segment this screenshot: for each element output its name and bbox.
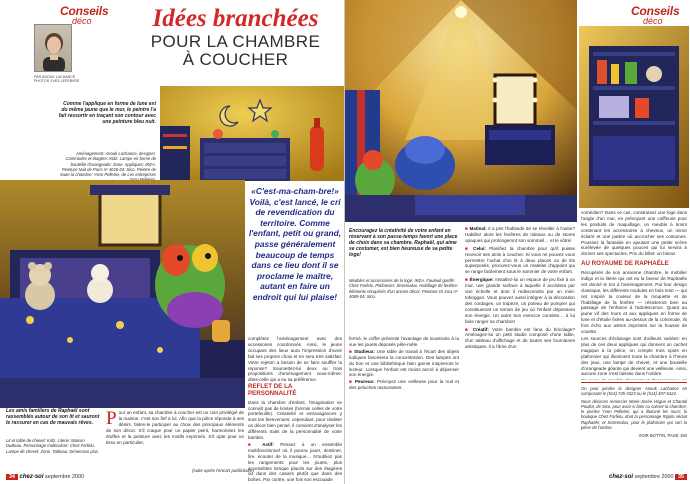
credits-tent: Meubles et accessoires de la loge: IKEA. Fauteuil gonflé: Chez Farfelu. Plafonnier: Sistemalux. Habillage de fenêtre: éléments récupérés d'un ancien décor. Peinture Or inca nº 4089-04: Sico. [349,278,458,300]
intro-block [106,410,244,468]
bullet-square-icon: ■ [465,326,470,332]
peureux-text: Prévoyez une veilleuse pour la nuit et des peluches rassurantes. [349,379,460,391]
photo-bed-toys [0,180,245,408]
body-col-2 [465,226,575,472]
page-number-left: 34 [6,474,18,480]
caption-tent: Encouragez la créativité de votre enfant en réservant à son passe-temps favori une place de choix dans sa chambre. Raphaël, qui aime se costumer, est bien heureuse de sa petite loge! [349,228,458,258]
energique-label: Énergique: [469,277,494,283]
portrait-illustration [35,25,72,72]
createur-paragraph [465,327,575,351]
folio-right [571,474,687,480]
bullet-square-icon: ■ [349,348,353,354]
peureux-paragraph [349,379,459,391]
createur-text: Votre bambin est fana du bricolage? Aménagez-lui un petit studio composé d'une table, d'un tableau d'affichage et de toutes ses fournitures artistiques. Il a l'âme d'un [465,326,575,350]
intro-paragraph: our un enfant, sa chambre à coucher est un coin privilégié de la maison; c'est son fief à lui. Afin que la pièce réponde à ses désirs, faites-le participer au choix des principaux éléments de son décor. S'il craque pour un papier peint, harmonisez les étoffes et la peinture avec les motifs imprimés. S'il opte pour un tissu en particulier, [106,410,244,445]
section-royaume-title: AU ROYAUME DE RAPHAËLE [581,260,669,268]
actif-label: Actif: [262,441,274,447]
royaume-paragraph-1: Récupérés de son ancienne chambre, le mobilier indigo et la literie qui ont eu la faveur de Raphaële ont donné le ton à l'aménagement. Par leur design classique, les différents modules en bois teint — qui ont inspiré la couleur de la moquette et de l'habillage de la fenêtre — résisteront bien au passage de l'enfance à l'adolescence. Quant au jaune vif des murs et aux appliques en forme de lune et d'étoile fixées au-dessus de la commode, ils font écho aux astres imprimés sur la housse de couette. [581,270,687,335]
energique-paragraph [465,277,575,324]
reflet-paragraph: Dans la chambre d'enfant, l'imagination ne connaît pas de limites (hormis celles de votre portefeuille). Créativité et extravagances y sont les bienvenues; cependant, pour réaliser un décor bien pensé, il convient d'analyser les différents traits de la personnalité de votre bambin. [248,399,342,441]
actif-paragraph [248,442,342,483]
yellow-room-illustration [160,86,345,181]
title-block [128,5,343,69]
col3-top-paragraph: comédien? Dans ce cas, construisez une loge dans l'angle d'un mur, en prévoyant une coiffeuse pour les produits de maquillage, un meuble à tiroirs contenant les accessoires à cheveux, un miroir éclairé et une patère où accrocher ses costumes. Poussez la fantaisie en ajoutant une petite scène surélevée de quelques pouces qui lui servira à donner ses spectacles. Prix du billet: un bisou! [581,210,687,257]
rubric [60,4,108,26]
folio-date-left: septembre 2000 [45,474,84,480]
pull-quote: «C'est-ma-cham-bre!» Voilà, c'est lancé, le cri de revendication du territoire. Comme l'enfant, petit ou grand, passe généralement beaucoup de temps dans ce lieu dont il se proclame le maître, autant en faire un endroit qui lui plaise! [248,186,342,302]
tent-illustration [345,0,577,222]
byline: PAR ANOUK LACHANCE PHOTOS YVES LEFEBVRE [34,75,80,84]
section-reflet-title: REFLET DE LA PERSONNALITÉ [248,383,297,397]
photo-tent-loge [345,0,577,222]
actif-text: Pensez à un ensemble multifonctionnel où il pourra jouer, dessiner, lire, écouter de la musique… N'oubliez pas les rangements pour les jouets, plus accessibles lorsque placés sur des étagères ou dans des casiers plutôt que dans des boîtes. Par contre, une fois son escouade [248,441,343,483]
matinal-text: Il a pris l'habitude de se réveiller à l'aube? Habillez alors les fenêtres de rideaux ou de stores opaques qui prolongeront son sommeil… et le vôtre! [465,226,575,243]
rubric-deco-right: déco [643,16,663,26]
folio-date-right: septembre 2000 [634,474,674,480]
continued-note: (suite après l'encart publicitaire) [192,468,254,473]
title-line-2: À COUCHER [182,50,289,69]
shelves-illustration [579,26,689,208]
energique-text: Installez-lui un espace de jeu fixé à un mur, une grande surface à laquelle il accédera par une échelle et dont il redescendra par un mini-toboggan. Vous pouvez aussi intégrer à la décoration des cordages, un trapèze, un poteau de pompier qui constitueront un terrain de jeu où l'enfant dépensera son énergie. Un autre bon exercice consiste… à lui faire ranger sa chambre! [465,277,575,324]
credits-toys: Lit et table de chevet: Kidz. Literie: Maison DuBeau. Personnage multicolore: Chez Farfelu. Lampe de chevet: Zone. Tableau: Dimension plus. [6,438,100,454]
author-portrait [34,24,72,72]
bullet-square-icon: ■ [465,245,470,251]
bullet-square-icon: ■ [248,441,256,447]
voir-bottin: VOIR BOTTIN, PAGE 150 [638,433,687,439]
page-number-right: 35 [675,474,687,480]
studieux-paragraph [349,349,459,379]
caption-toys: Les amis familiers de Raphaël sont rassemblés autour de son lit et sauront le rassurer en cas de mauvais rêves. [6,408,100,426]
royaume-paragraph-3 [581,378,687,380]
thanks-box [581,382,687,439]
celui-text: Planifiez la chambre pour qu'il puisse recevoir ses amis à coucher. Si vous ne pouvez vous permettre l'achat d'un lit à deux places ou de lits superposés, procurez-vous un matelas d'appoint qui se range facilement sous le sommier de votre enfant. [465,245,575,275]
celui-paragraph [465,246,575,276]
photo-yellow-room [160,86,345,181]
royaume-paragraph-2: Les sources d'éclairage sont d'ailleurs variées: en plus de ces deux appliques qui donnent un cachet magique à la pièce, on compte trois spots en plafonnier qui illuminent toute la chambre à l'heure des jeux, une lampe de chevet, et une bouteille d'orangeade géante qui devient une veilleuse. Ainsi, aucune zone n'est laissée dans l'ombre. [581,336,687,377]
thanks-credits: Nous désirons remercier Marie-Josée Hogue et Chantal Pouliot, de Sico, pour avoir si bien su colorer la chambre; le peintre Yvon Pelletier, qui a illuminé les murs; la boutique Chez Farfelu, dont la personnage Rigolo séduit Raphaële; et Sistemalux, pour le plafonnier qui sort la pièce de l'ombre. [581,398,687,431]
right-page [345,0,690,484]
credits-lamp: Aménagement: Anouk Lachance, designer. Commodes et étagère: Kidz. Lampe en forme de bouteille d'orangeade: Zone. Appliques: IKEA. Peinture Nuit de Paris nº 4026-03: Sico. Peintre de toute la chambre: Yvon Pelletier, de Les entreprises [60,151,156,178]
photo-shelves [579,26,689,208]
title-line-1: POUR LA CHAMBRE [150,32,321,51]
matinal-label: Matinal: [469,226,487,231]
body-paragraph-top: complétez l'aménagement avec des accessoires coordonnés. Ainsi, le jeune occupant des lieux aura l'impression d'avoir fait ses propres choix et en sera très satisfait. Votre rejeton a besoin de se faire souffler la réponse? Soumettez-lui deux ou trois propositions d'aménagement vous-même: dites-celle qui a eu sa préférence. [248,336,342,383]
bullet-square-icon: ■ [349,379,353,385]
body-col-1 [349,336,459,391]
rubric-deco: déco [72,16,92,26]
bullet-square-icon: ■ [465,277,469,283]
rubric-conseils: Conseils [60,4,109,18]
bullet-square-icon: ■ [465,226,468,231]
createur-label: Créatif: [472,326,489,332]
rubric-conseils-right: Conseils [631,4,680,18]
celui-label: Celui: [473,245,486,251]
rubric-right [631,4,689,26]
body-col-3 [581,210,687,380]
studieux-text: Une table de travail à l'écart des objets ludiques favorisera la concentration. Des lampes ont du bon et une bibliothèque bien garnie inspireront le lecteur. Lorsque l'enfant est moins ancré à dépenser son énergie. [349,348,459,378]
folio-mag-right: chez-soi [609,474,634,480]
folio-mag-left: chez-soi [19,474,44,480]
body-col-right [248,336,342,383]
caption-lamp: Comme l'applique en forme de lune est du même jaune que le mur, le peintre l'a fait ressortir en traçant son contour avec une peinture bleu nuit. [58,101,156,125]
peureux-label: Peureux: [354,379,375,385]
bed-toys-illustration [0,180,245,408]
matinal-paragraph [465,226,575,244]
studieux-label: Studieux: [354,348,375,354]
thanks-contact: On peut joindre la designer Anouk Lachance en composant le (514) 745-3323 ou le (514) 497-5424. [581,386,687,397]
folio-left [6,474,126,480]
col1-top-paragraph: fermé, le coffre présente l'avantage de soustraire à la vue les jouets déposés pêle-mêle. [349,336,459,347]
drop-cap: P [106,410,117,429]
title-script: Idées branchées [152,5,319,32]
